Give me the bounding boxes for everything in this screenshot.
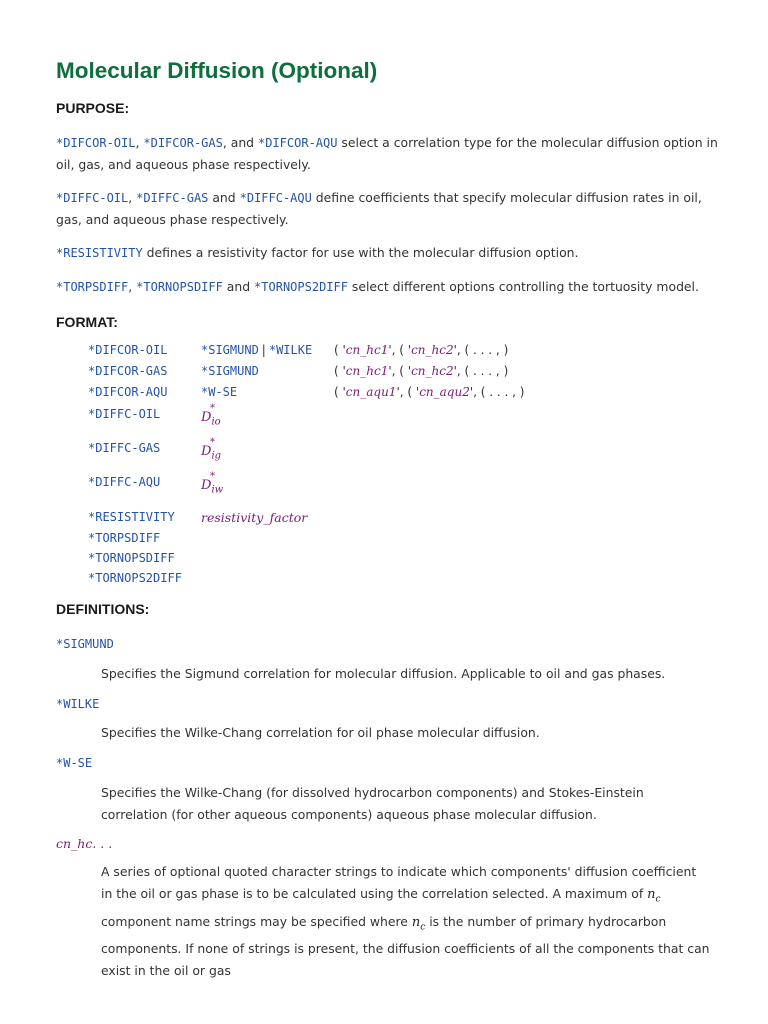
definition-term-w-se: *W-SE bbox=[56, 756, 93, 770]
definition-desc-wilke: Specifies the Wilke-Chang correlation for oil phase molecular diffusion. bbox=[101, 725, 540, 740]
purpose-heading: PURPOSE: bbox=[56, 100, 130, 116]
format-math-dig: D * $_{ig}$ bbox=[201, 437, 222, 462]
format-keyword-tornops2diff: *TORNOPS2DIFF bbox=[88, 571, 182, 585]
format-keyword-tornopsdiff: *TORNOPSDIFF bbox=[88, 551, 175, 565]
format-options-difcor-gas: *SIGMUND bbox=[201, 364, 259, 378]
format-keyword-torpsdiff: *TORPSDIFF bbox=[88, 531, 161, 545]
keyword-difcor-aqu: *DIFCOR-AQU bbox=[258, 136, 338, 150]
format-args-difcor-aqu: ( 'cn_aqu1', ( 'cn_aqu2', ( . . . , ) bbox=[334, 385, 525, 399]
definition-term-cn-hc: cn_hc. . . bbox=[56, 836, 113, 851]
purpose-paragraph-tortuosity: *TORPSDIFF, *TORNOPSDIFF and *TORNOPS2DIFF select different options controlling the tortuosity model. bbox=[56, 279, 699, 294]
format-keyword-difcor-gas: *DIFCOR-GAS bbox=[88, 364, 168, 378]
keyword-diffc-aqu: *DIFFC-AQU bbox=[239, 191, 312, 205]
keyword-difcor-oil: *DIFCOR-OIL bbox=[56, 136, 136, 150]
format-heading: FORMAT: bbox=[56, 314, 118, 330]
format-keyword-resistivity: *RESISTIVITY bbox=[88, 510, 175, 524]
math-nc: $n_c$ bbox=[647, 887, 661, 905]
keyword-tornopsdiff: *TORNOPSDIFF bbox=[136, 280, 223, 294]
format-keyword-diffc-oil: *DIFFC-OIL bbox=[88, 407, 161, 421]
format-math-dio: D * $_{io}$ bbox=[201, 403, 221, 428]
format-args-difcor-gas: ( 'cn_hc1', ( 'cn_hc2', ( . . . , ) bbox=[334, 364, 509, 378]
format-arg-resistivity-factor: resistivity_factor bbox=[201, 510, 308, 525]
keyword-diffc-oil: *DIFFC-OIL bbox=[56, 191, 129, 205]
definitions-heading: DEFINITIONS: bbox=[56, 601, 150, 617]
format-keyword-diffc-gas: *DIFFC-GAS bbox=[88, 441, 161, 455]
definition-desc-w-se: Specifies the Wilke-Chang (for dissolved hydrocarbon components) and Stokes-Einstein correlation (for other aqueous components) aqueous phase molecular diffusion. bbox=[101, 785, 644, 822]
format-keyword-diffc-aqu: *DIFFC-AQU bbox=[88, 475, 161, 489]
keyword-torpsdiff: *TORPSDIFF bbox=[56, 280, 129, 294]
math-nc: $n_c$ bbox=[411, 914, 426, 933]
format-keyword-difcor-aqu: *DIFCOR-AQU bbox=[88, 385, 168, 399]
format-math-diw: D * $_{iw}$ bbox=[201, 471, 224, 496]
definition-term-wilke: *WILKE bbox=[56, 697, 100, 711]
keyword-tornops2diff: *TORNOPS2DIFF bbox=[254, 280, 348, 294]
format-keyword-difcor-oil: *DIFCOR-OIL bbox=[88, 343, 168, 357]
format-options-difcor-oil: *SIGMUND | *WILKE bbox=[201, 343, 313, 357]
keyword-difcor-gas: *DIFCOR-GAS bbox=[143, 136, 223, 150]
definition-term-sigmund: *SIGMUND bbox=[56, 637, 114, 651]
purpose-paragraph-diffc: *DIFFC-OIL, *DIFFC-GAS and *DIFFC-AQU define coefficients that specify molecular diffusion rates in oil, gas, and aqueous phase respectively. bbox=[56, 190, 702, 227]
definition-desc-sigmund: Specifies the Sigmund correlation for molecular diffusion. Applicable to oil and gas phases. bbox=[101, 666, 666, 681]
purpose-paragraph-difcor: *DIFCOR-OIL, *DIFCOR-GAS, and *DIFCOR-AQU select a correlation type for the molecular diffusion option in oil, gas, and aqueous phase respectively. bbox=[56, 135, 718, 172]
keyword-diffc-gas: *DIFFC-GAS bbox=[136, 191, 209, 205]
purpose-paragraph-resistivity: *RESISTIVITY defines a resistivity factor for use with the molecular diffusion option. bbox=[56, 245, 579, 260]
format-args-difcor-oil: ( 'cn_hc1', ( 'cn_hc2', ( . . . , ) bbox=[334, 343, 509, 357]
definition-desc-cn-hc: A series of optional quoted character strings to indicate which components' diffusion coefficient in the oil or gas phase is to be calculated using the correlation selected. A maximum of $n_c$ component name strings may be specified where $n_c$ is the number of primary hydrocarbon components. If none of strings is present, the diffusion coefficients of all the components that can exist in the oil or gas bbox=[101, 864, 710, 979]
keyword-resistivity: *RESISTIVITY bbox=[56, 246, 143, 260]
format-options-difcor-aqu: *W-SE bbox=[201, 385, 238, 399]
page-title: Molecular Diffusion (Optional) bbox=[56, 58, 378, 83]
